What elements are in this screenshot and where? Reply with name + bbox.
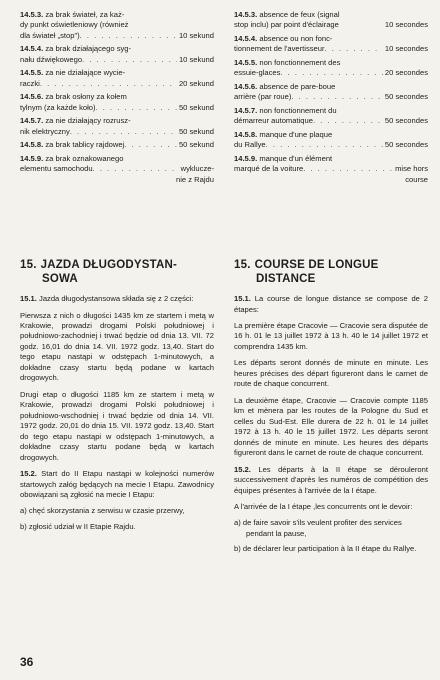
list-item: a) de faire savoir s'ils veulent profiter des services pendant la pause, — [234, 518, 402, 538]
list-item: a) chęć skorzystania z serwisu w czasie przerwy, — [20, 506, 185, 516]
penalty-entry: 14.5.9. za brak oznakowanego elementu samochodu . . . wykluczе- nie z Rajdu — [20, 154, 214, 185]
paragraph: 15.2. Start do II Etapu nastąpi w kolejności numerów startowych załóg będących na mecie I Etapu. Zawodnicy obowiązani są zgłosić na mecie I Etapu: — [20, 469, 214, 499]
paragraph: 15.2. Les départs à la II étape se dérouleront successivement d'après les numéros de compétition des équipes présentes à l'arrivée de la I étape. — [234, 464, 428, 495]
page-number: 36 — [20, 655, 34, 669]
paragraph: La première étape Cracovie — Cracovie sera disputée de 16 h. 01 le 13 juillet 1972 à 13 h. 40 le 14 juillet 1972 et comprendra 1435 km. — [234, 320, 428, 351]
penalty-entry: 14.5.9. manque d'un élément marqué de la voiture . . . mise hors course — [234, 154, 428, 185]
penalty-entry: 14.5.5. za nie działające wycie- raczki . . . 20 sekund — [20, 68, 214, 89]
penalty-entry: 14.5.7. za nie działający rozrusz- nik elektryczny . . . 50 sekund — [20, 116, 214, 137]
paragraph: Les départs seront donnés de minute en minute. Les heures précises des départ figureront dans le carnet de route de chaque concurrent. — [234, 358, 428, 389]
penalty-entry: 14.5.8. za brak tablicy rajdowej . . . 50 sekund — [20, 140, 214, 150]
penalty-entry: 14.5.4. za brak działającego syg- nału dźwiękowego . . . 10 sekund — [20, 44, 214, 65]
paragraph: La deuxième étape, Cracovie — Cracovie compte 1185 km et mènera par les routes de la Pologne du Sud et celles du Sud-Est. Elle durera de 22 h. 01 le 14 juillet 1972 à 13 h. 40 le 15 juillet 1972. Les départs seront donnés de minute en minute. Les heures des départs figureront dans le carnet de route de chaque concurrent. — [234, 395, 428, 458]
penalty-list-french — [234, 10, 428, 188]
penalty-entry: 14.5.3. za brak świateł, za każ- dy punkt oświetleniowy (również dla świateł „stop") . . . 10 sekund — [20, 10, 214, 41]
penalty-entry: 14.5.4. absence ou non fonc- tionnement de l'avertisseur . . . 10 secondes — [234, 34, 428, 55]
section-15-polish — [20, 258, 214, 537]
section-heading: 15. JAZDA DŁUGODYSTAN- SOWA — [20, 259, 178, 286]
penalty-list-polish — [20, 10, 214, 188]
paragraph: A l'arrivée de la I étape ,les concurrents ont le devoir: — [234, 502, 413, 511]
paragraph: 15.1. La course de longue distance se compose de 2 étapes: — [234, 294, 428, 314]
section-heading: 15. COURSE DE LONGUE DISTANCE — [234, 259, 379, 286]
list-item: b) zgłosić udział w II Etapie Rajdu. — [20, 521, 136, 531]
penalty-entry: 14.5.6. absence de pare-boue arrière (par roue) . . . 50 secondes — [234, 82, 428, 103]
paragraph: Drugi etap o długości 1185 km ze startem i metą w Krakowie, prowadzi drogami Polski południowej i południowo-wschodniej i trwać będzie od dnia 14. VII. 1972 godz. 20,01 do dnia 15. VII. 1972 godz. 13,40. Start do tego etapu nastąpi w odstępach 1-minutowych, a dokładne czasy startu podane będą w kartach drogowych. — [20, 389, 214, 462]
paragraph: 15.1. Jazda długodystansowa składa się z 2 części: — [20, 294, 194, 304]
section-15-french — [234, 258, 428, 560]
penalty-entry: 14.5.7. non fonctionnement du démarreur automatique . . . 50 secondes — [234, 106, 428, 127]
penalty-entry: 14.5.3. absence de feux (signal stop inclu) par point d'éclairage 10 secondes — [234, 10, 428, 30]
penalty-entry: 14.5.8. manque d'une plaque du Rallye . . . 50 secondes — [234, 130, 428, 151]
penalty-entry: 14.5.5. non fonctionnement des essuie-glaces . . . 20 secondes — [234, 58, 428, 79]
list-item: b) de déclarer leur participation à la II étape du Rallye. — [234, 544, 417, 554]
paragraph: Pierwsza z nich o długości 1435 km ze startem i metą w Krakowie, prowadzi drogami Polski południowej i południowo-zachodniej i trwać będzie od dnia 13. VII. 72 godz. 16,01 do dnia 14. VII. 1972 godz. 13,40. Start do tego etapu nastąpi w odstępach 1-minutowych, a dokładne czasy startu będą podane w kartach drogowych. — [20, 310, 214, 383]
penalty-entry: 14.5.6. za brak osłony za kołem tylnym (za każde koło) . . . 50 sekund — [20, 92, 214, 113]
